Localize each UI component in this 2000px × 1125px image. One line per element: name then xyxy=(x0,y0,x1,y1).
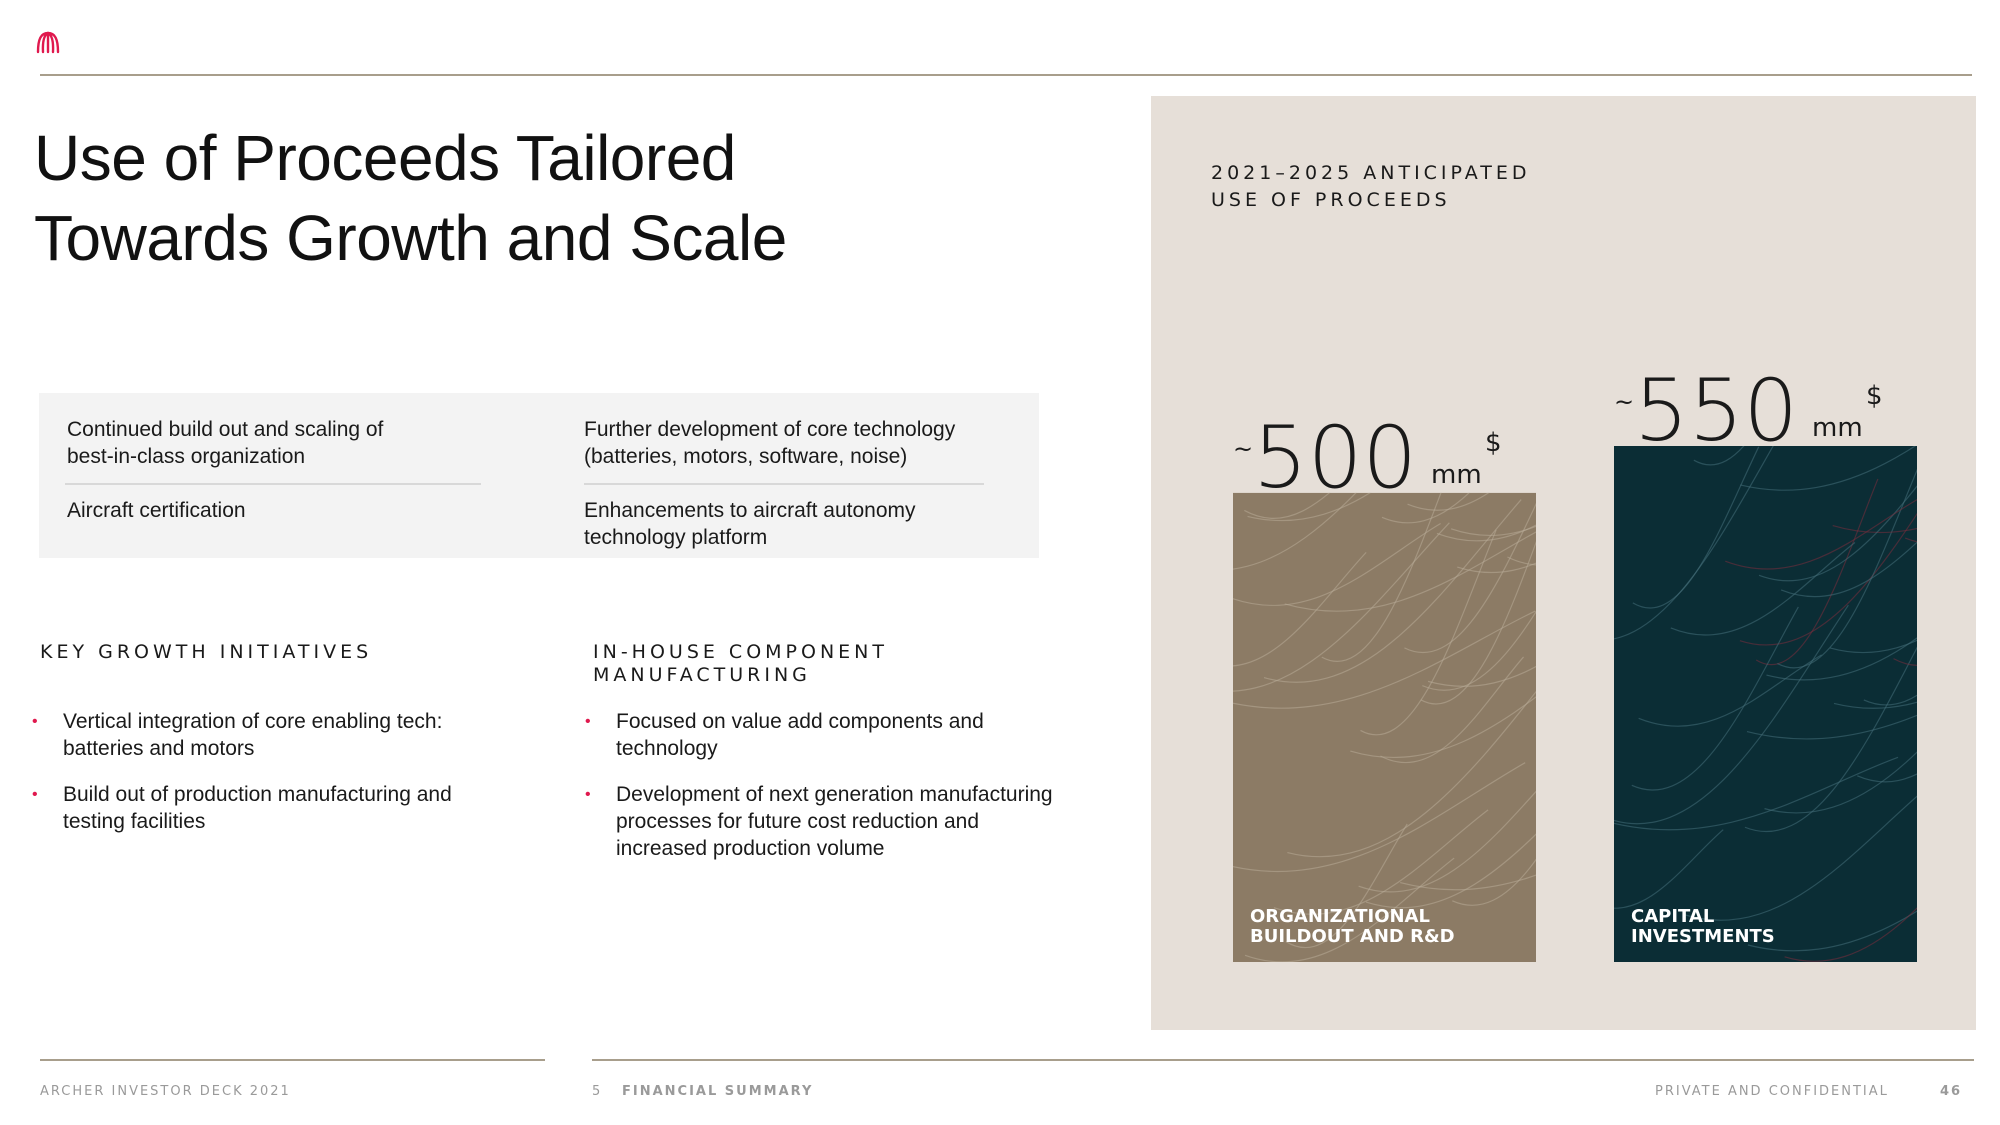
priority-line: (batteries, motors, software, noise) xyxy=(584,445,908,468)
bullet-item xyxy=(32,781,452,835)
value-label: 500 xyxy=(1253,407,1418,508)
in-house-heading-line: MANUFACTURING xyxy=(593,664,811,686)
priority-item xyxy=(67,416,383,470)
bullet-dot-icon: • xyxy=(585,713,591,730)
bullet-line: Vertical integration of core enabling tech: xyxy=(63,710,443,733)
priority-line: Continued build out and scaling of xyxy=(67,418,384,441)
priority-line: Enhancements to aircraft autonomy xyxy=(584,499,916,522)
priority-item xyxy=(584,416,955,470)
priorities-box xyxy=(39,393,1039,558)
footer-rule-right xyxy=(592,1059,1974,1061)
priority-divider xyxy=(65,483,481,485)
footer-section-number: 5 xyxy=(592,1084,603,1099)
archer-logo-icon xyxy=(36,30,60,56)
bullet-line: Development of next generation manufacturing xyxy=(616,783,1053,806)
priority-divider xyxy=(584,483,984,485)
priority-line: technology platform xyxy=(584,526,768,549)
priority-line: Aircraft certification xyxy=(67,499,246,522)
page-title-line-1: Use of Proceeds Tailored xyxy=(34,122,736,194)
bullet-item xyxy=(32,708,443,762)
footer-rule-left xyxy=(40,1059,545,1061)
value-prefix: ~ xyxy=(1233,434,1254,463)
category-label: CAPITAL xyxy=(1631,906,1715,927)
footer-confidential: PRIVATE AND CONFIDENTIAL xyxy=(1655,1084,1889,1099)
in-house-heading-line: IN-HOUSE COMPONENT xyxy=(593,641,888,663)
bullet-dot-icon: • xyxy=(32,786,38,803)
bullet-dot-icon: • xyxy=(585,786,591,803)
bar-capital-investments xyxy=(1614,446,1917,962)
page-title xyxy=(34,118,1114,278)
footer-deck-name: ARCHER INVESTOR DECK 2021 xyxy=(40,1084,291,1099)
bullet-line: processes for future cost reduction and xyxy=(616,810,980,833)
bullet-line: Focused on value add components and xyxy=(616,710,984,733)
bullet-line: batteries and motors xyxy=(63,737,255,760)
chart-title-line: 2021–2025 ANTICIPATED xyxy=(1211,162,1531,184)
bullet-line: technology xyxy=(616,737,718,760)
use-of-proceeds-chart-panel xyxy=(1151,96,1976,1030)
in-house-heading xyxy=(593,641,888,687)
value-unit: mm xyxy=(1431,459,1482,490)
priority-item xyxy=(584,497,916,551)
priority-line: Further development of core technology xyxy=(584,418,956,441)
priority-line: best-in-class organization xyxy=(67,445,306,468)
key-growth-heading: KEY GROWTH INITIATIVES xyxy=(40,641,373,663)
bullet-item xyxy=(585,708,984,762)
bullet-line: increased production volume xyxy=(616,837,885,860)
category-label: ORGANIZATIONAL xyxy=(1250,906,1430,927)
bullet-line: testing facilities xyxy=(63,810,206,833)
category-label: INVESTMENTS xyxy=(1631,926,1775,947)
chart-title-line: USE OF PROCEEDS xyxy=(1211,189,1451,211)
value-currency: $ xyxy=(1485,427,1502,458)
value-prefix: ~ xyxy=(1614,388,1635,416)
category-label: BUILDOUT AND R&D xyxy=(1250,926,1455,947)
footer-section-name: FINANCIAL SUMMARY xyxy=(622,1084,814,1099)
bar-chart xyxy=(1151,96,1976,1030)
footer-page-number: 46 xyxy=(1940,1084,1963,1099)
page-title-line-2: Towards Growth and Scale xyxy=(34,202,787,274)
priority-item xyxy=(67,497,246,524)
value-unit: mm xyxy=(1812,413,1863,443)
value-label: 550 xyxy=(1634,361,1799,461)
value-currency: $ xyxy=(1866,381,1883,411)
bullet-dot-icon: • xyxy=(32,713,38,730)
bullet-line: Build out of production manufacturing and xyxy=(63,783,452,806)
header-rule xyxy=(40,74,1972,76)
bullet-item xyxy=(585,781,1053,862)
